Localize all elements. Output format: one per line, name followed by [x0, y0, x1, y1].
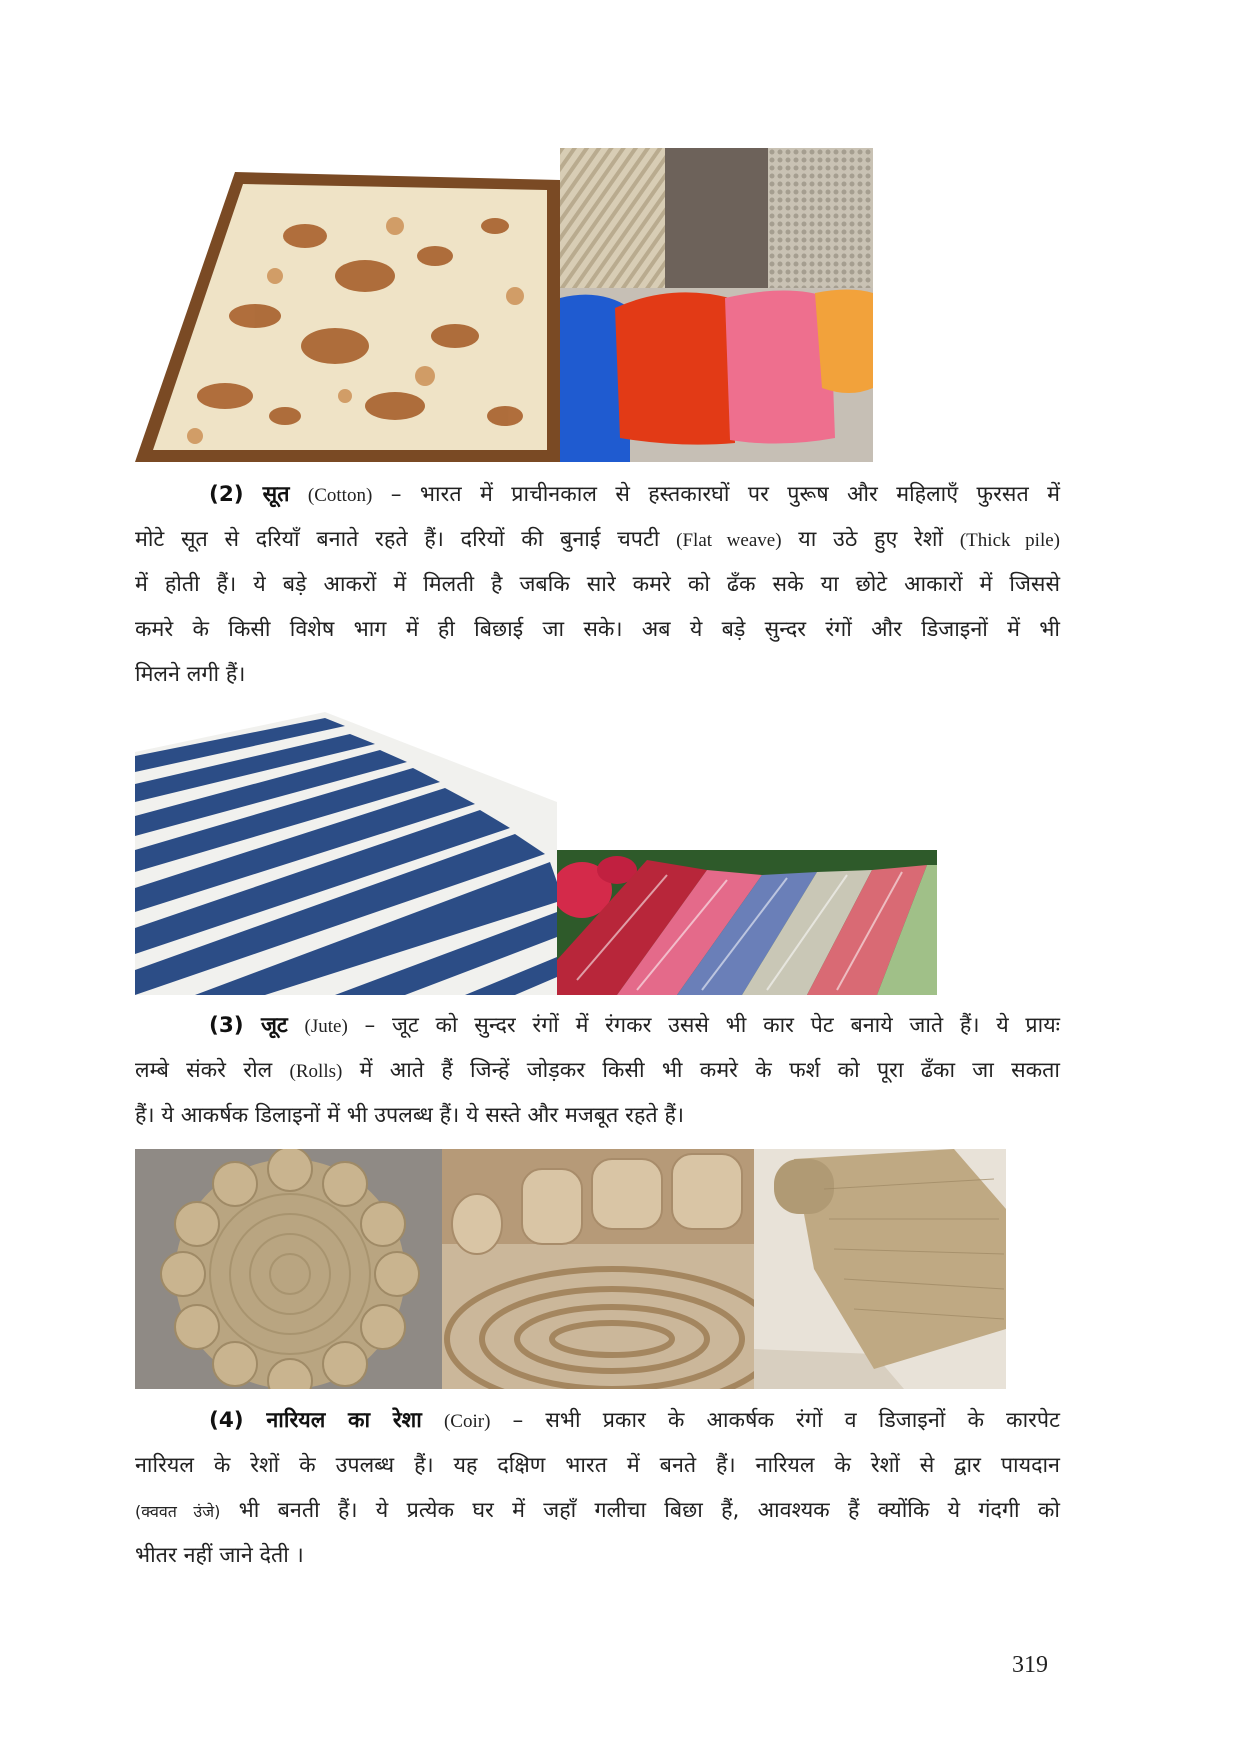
coir-line-2: नारियल के रेशों के उपलब्ध हैं। यह दक्षिण भारत में बनते हैं। नारियल के रेशों से द्वार पायदान: [135, 1453, 1060, 1478]
doormat-term: (क्ववत उंजे): [135, 1502, 221, 1521]
coir-heading: (4) नारियल का रेशा: [209, 1408, 422, 1433]
cotton-line-3: में होती हैं। ये बड़े आकरों में मिलती है जबकि सारे कमरे को ढँक सके या छोटे आकारों में जिससे: [135, 572, 1060, 597]
cotton-term: (Cotton): [307, 485, 373, 506]
flat-weave-term: (Flat weave): [676, 530, 782, 551]
thick-pile-term: (Thick pile): [959, 530, 1060, 551]
jute-heading: (3) जूट: [209, 1013, 288, 1038]
coir-line-3: भी बनती हैं। ये प्रत्येक घर में जहाँ गलीचा बिछा हैं, आवश्यक हैं क्योंकि ये गंदगी को: [238, 1498, 1060, 1523]
jute-line-2a: लम्बे संकरे रोल: [135, 1058, 273, 1083]
coir-line-1: – सभी प्रकार के आकर्षक रंगों व डिजाइनों के कारपेट: [512, 1408, 1060, 1433]
cotton-paragraph: [135, 472, 1060, 697]
carpet-texture-swatches-image: [560, 148, 873, 462]
jute-line-1: – जूट को सुन्दर रंगों में रंगकर उससे भी कार पेट बनाये जाते हैं। ये प्रायः: [364, 1013, 1061, 1038]
coir-term: (Coir): [443, 1411, 491, 1432]
jute-line-3: हैं। ये आकर्षक डिलाइनों में भी उपलब्ध हैं। ये सस्ते और मजबूत रहते हैं।: [135, 1103, 685, 1128]
jute-paragraph: [135, 1003, 1060, 1138]
jute-line-2b: में आते हैं जिन्हें जोड़कर किसी भी कमरे के फर्श को पूरा ढँका जा सकता: [359, 1058, 1061, 1083]
round-jute-rug-image: [135, 1149, 442, 1389]
rolls-term: (Rolls): [289, 1061, 343, 1082]
cotton-line-2b: या उठे हुए रेशों: [798, 527, 944, 552]
coir-line-4: भीतर नहीं जाने देती ।: [135, 1543, 304, 1568]
braided-jute-rugs-image: [442, 1149, 754, 1389]
cotton-line-5: मिलने लगी हैं।: [135, 662, 246, 687]
jute-term: (Jute): [304, 1016, 348, 1037]
jute-runner-image: [754, 1149, 1006, 1389]
striped-dhurrie-image: [135, 712, 557, 995]
coir-paragraph: [135, 1398, 1060, 1578]
cotton-line-4: कमरे के किसी विशेष भाग में ही बिछाई जा सके। अब ये बड़े सुन्दर रंगों और डिजाइनों में भी: [135, 617, 1060, 642]
rolled-colorful-rugs-image: [557, 850, 937, 995]
cotton-line-2: मोटे सूत से दरियाँ बनाते रहते हैं। दरियों की बुनाई चपटी: [135, 527, 660, 552]
cotton-heading: (2) सूत: [209, 482, 290, 507]
page-number: 319: [1012, 1652, 1048, 1678]
cotton-line-1: – भारत में प्राचीनकाल से हस्तकारघों पर पुरूष और महिलाएँ फुरसत में: [390, 482, 1060, 507]
floral-carpet-image: [135, 166, 560, 462]
